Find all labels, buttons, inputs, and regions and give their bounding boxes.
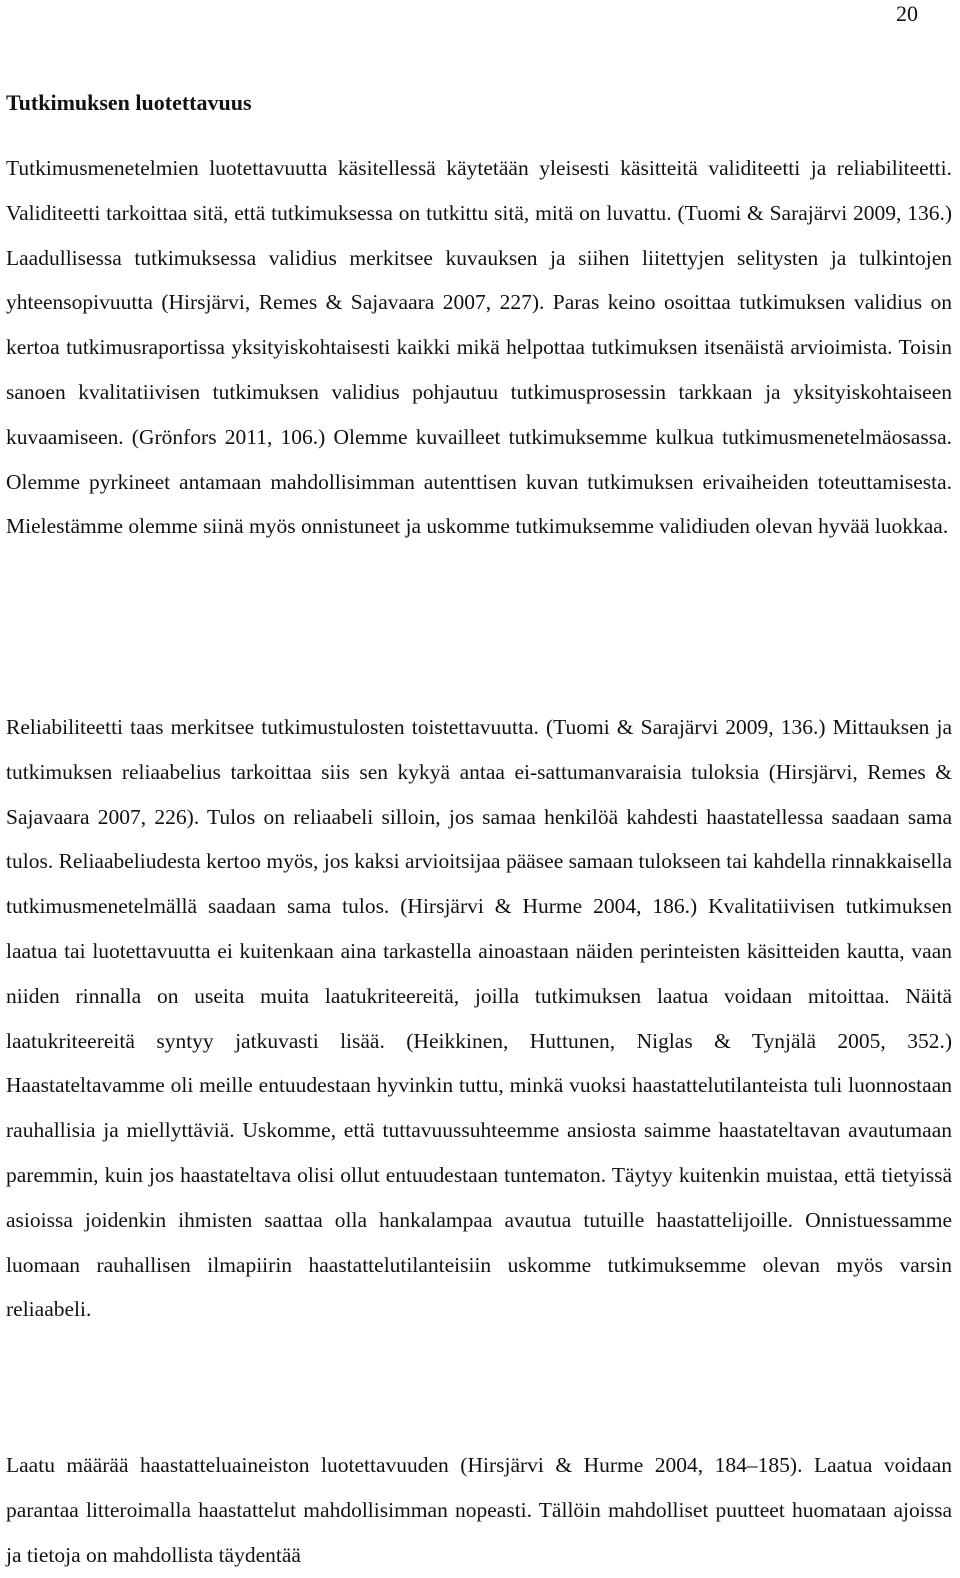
page-number: 20	[896, 1, 918, 26]
body-paragraph-reliability: Reliabiliteetti taas merkitsee tutkimustulosten toistettavuutta. (Tuomi & Sarajärvi 2009, 136.) Mittauksen ja tutkimuksen reliaabelius tarkoittaa siis sen kykyä antaa ei-sattumanvaraisia tuloksia (Hirsjärvi, Remes & Sajavaara 2007, 226). Tulos on reliaabeli silloin, jos samaa henkilöä kahdesti haastatellessa saadaan sama tulos. Reliaabeliudesta kertoo myös, jos kaksi arvioitsijaa pääsee samaan tulokseen tai kahdella rinnakkaisella tutkimusmenetelmällä saadaan sama tulos. (Hirsjärvi & Hurme 2004, 186.) Kvalitatiivisen tutkimuksen laatua tai luotettavuutta ei kuitenkaan aina tarkastella ainoastaan näiden perinteisten käsitteiden kautta, vaan niiden rinnalla on useita muita laatukriteereitä, joilla tutkimuksen laatua voidaan mitoittaa. Näitä laatukriteereitä syntyy jatkuvasti lisää. (Heikkinen, Huttunen, Niglas & Tynjälä 2005, 352.) Haastateltavamme oli meille entuudestaan hyvinkin tuttu, minkä vuoksi haastattelutilanteista tuli luonnostaan rauhallisia ja miellyttäviä. Uskomme, että tuttavuussuhteemme ansiosta saimme haastateltavan avautumaan paremmin, kuin jos haastateltava olisi ollut entuudestaan tuntematon. Täytyy kuitenkin muistaa, että tietyissä asioissa joidenkin ihmisten saattaa olla hankalampaa avautua tutuille haastattelijoille. Onnistuessamme luomaan rauhallisen ilmapiirin haastattelutilanteisiin uskomme tutkimuksemme olevan myös varsin reliaabeli.	[6, 715, 952, 1322]
section-heading: Tutkimuksen luotettavuus	[6, 90, 252, 115]
body-paragraph-validity: Tutkimusmenetelmien luotettavuutta käsitellessä käytetään yleisesti käsitteitä validiteetti ja reliabiliteetti. Validiteetti tarkoittaa sitä, että tutkimuksessa on tutkittu sitä, mitä on luvattu. (Tuomi & Sarajärvi 2009, 136.) Laadullisessa tutkimuksessa validius merkitsee kuvauksen ja siihen liitettyjen selitysten ja tulkintojen yhteensopivuutta (Hirsjärvi, Remes & Sajavaara 2007, 227). Paras keino osoittaa tutkimuksen validius on kertoa tutkimusraportissa yksityiskohtaisesti kaikki mikä helpottaa tutkimuksen itsenäistä arvioimista. Toisin sanoen kvalitatiivisen tutkimuksen validius pohjautuu tutkimusprosessin tarkkaan ja yksityiskohtaiseen kuvaamiseen. (Grönfors 2011, 106.) Olemme kuvailleet tutkimuksemme kulkua tutkimusmenetelmäosassa. Olemme pyrkineet antamaan mahdollisimman autenttisen kuvan tutkimuksen erivaiheiden toteuttamisesta. Mielestämme olemme siinä myös onnistuneet ja uskomme tutkimuksemme validiuden olevan hyvää luokkaa.	[6, 156, 952, 539]
body-paragraph-data-quality: Laatu määrää haastatteluaineiston luotettavuuden (Hirsjärvi & Hurme 2004, 184–185). Laatua voidaan parantaa litteroimalla haastattelut mahdollisimman nopeasti. Tällöin mahdolliset puutteet huomataan ajoissa ja tietoja on mahdollista täydentää	[6, 1453, 952, 1567]
